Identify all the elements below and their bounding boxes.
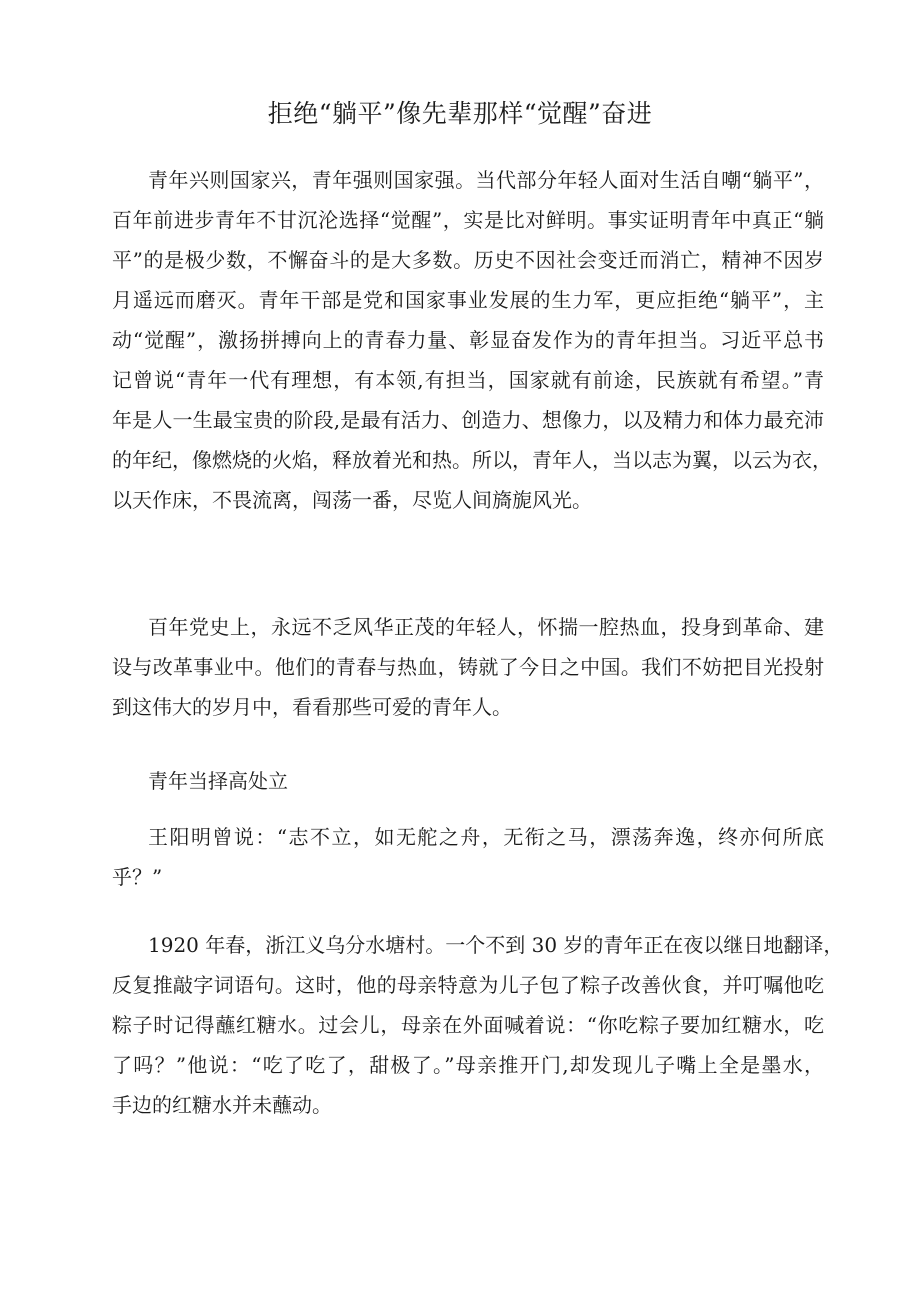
paragraph-line: 记曾说“青年一代有理想，有本领,有担当，国家就有前途，民族就有希望。”青	[112, 368, 824, 392]
paragraph-line: 设与改革事业中。他们的青春与热血，铸就了今日之中国。我们不妨把目光投射	[112, 655, 824, 679]
paragraph-line: 百年党史上，永远不乏风华正茂的年轻人，怀揣一腔热血，投身到革命、建	[148, 615, 824, 639]
paragraph-line: 平”的是极少数，不懈奋斗的是大多数。历史不因社会变迁而消亡，精神不因岁	[112, 248, 824, 272]
section-heading	[112, 761, 824, 801]
paragraph-line: 乎？”	[112, 865, 163, 889]
paragraph-line: 以天作床，不畏流离，闯荡一番，尽览人间旖旎风光。	[112, 488, 592, 512]
paragraph-1	[112, 160, 832, 520]
paragraph-line: 粽子时记得蘸红糖水。过会儿，母亲在外面喊着说：“你吃粽子要加红糖水，吃	[112, 1013, 824, 1037]
section-heading-text: 青年当择高处立	[148, 769, 288, 793]
paragraph-line: 手边的红糖水并未蘸动。	[112, 1093, 332, 1117]
paragraph-line: 动“觉醒”，激扬拼搏向上的青春力量、彰显奋发作为的青年担当。习近平总书	[112, 328, 824, 352]
paragraph-line: 了吗？”他说：“吃了吃了，甜极了。”母亲推开门,却发现儿子嘴上全是墨水，	[112, 1053, 824, 1077]
paragraph-4	[112, 925, 844, 1125]
paragraph-line: 月遥远而磨灭。青年干部是党和国家事业发展的生力军，更应拒绝“躺平”，主	[112, 288, 824, 312]
paragraph-line: 到这伟大的岁月中，看看那些可爱的青年人。	[112, 695, 512, 719]
paragraph-line: 王阳明曾说：“志不立，如无舵之舟，无衔之马，漂荡奔逸，终亦何所底	[148, 825, 824, 849]
paragraph-line: 的年纪，像燃烧的火焰，释放着光和热。所以，青年人，当以志为翼，以云为衣，	[112, 448, 832, 472]
paragraph-line: 反复推敲字词语句。这时，他的母亲特意为儿子包了粽子改善伙食，并叮嘱他吃	[112, 973, 824, 997]
paragraph-line: 青年兴则国家兴，青年强则国家强。当代部分年轻人面对生活自嘲“躺平”，	[148, 168, 824, 192]
paragraph-2	[112, 607, 824, 727]
paragraph-line: 1920 年春，浙江义乌分水塘村。一个不到 30 岁的青年正在夜以继日地翻译，	[148, 933, 844, 957]
paragraph-line: 年是人一生最宝贵的阶段,是最有活力、创造力、想像力，以及精力和体力最充沛	[112, 408, 824, 432]
paragraph-line: 百年前进步青年不甘沉沦选择“觉醒”，实是比对鲜明。事实证明青年中真正“躺	[112, 208, 824, 232]
paragraph-3	[112, 817, 824, 897]
document-title: 拒绝“躺平”像先辈那样“觉醒”奋进	[267, 99, 653, 128]
